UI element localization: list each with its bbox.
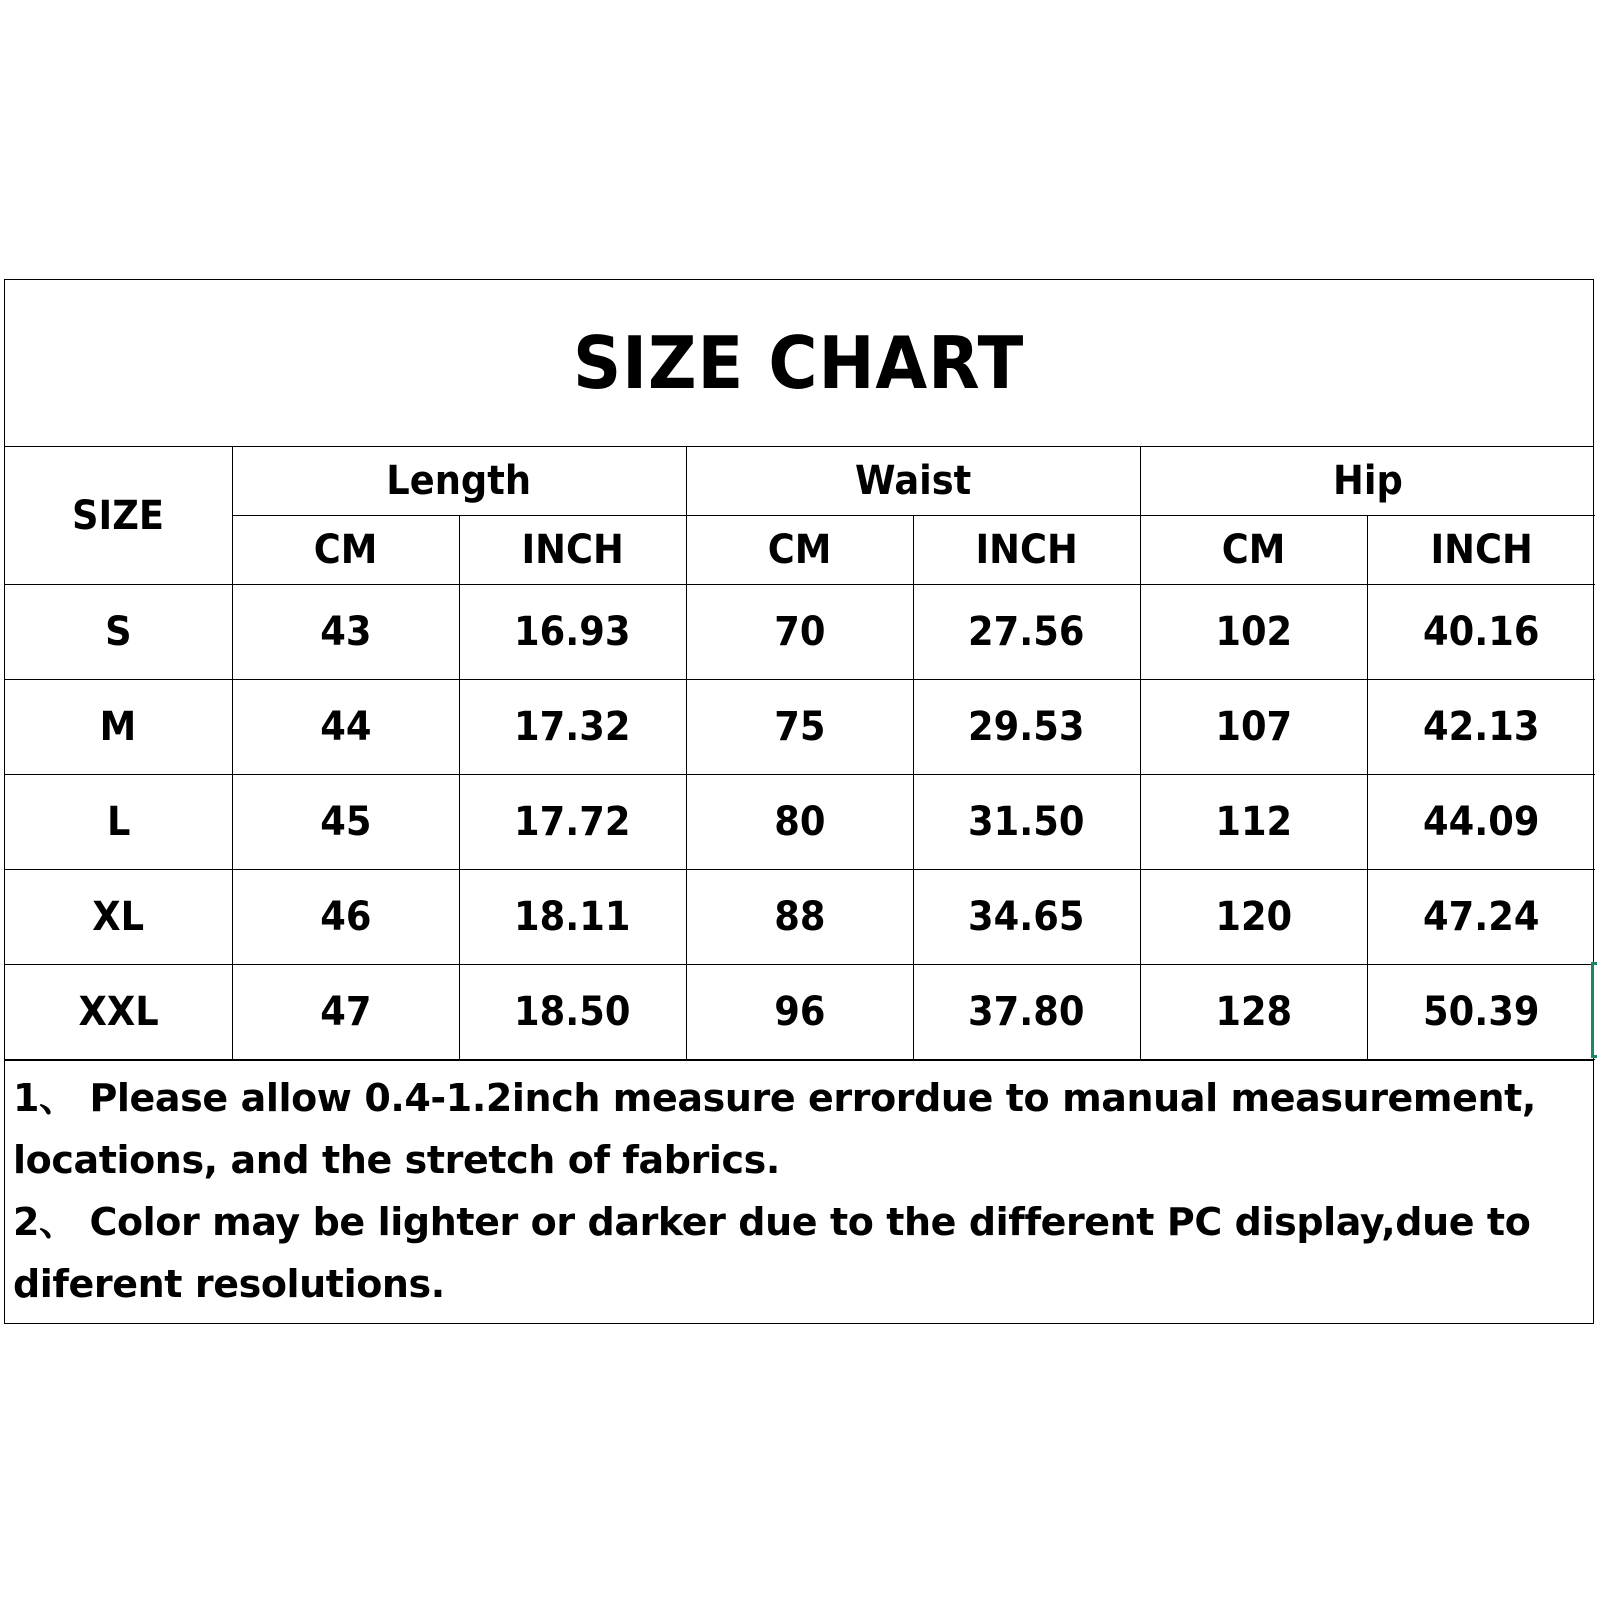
value-cell: 44.09 bbox=[1367, 775, 1595, 870]
note-item: 2、 Color may be lighter or darker due to the different PC display,due to diferent resolutions. bbox=[13, 1200, 1531, 1306]
group-header-length: Length bbox=[232, 447, 686, 516]
value-cell: 128 bbox=[1140, 965, 1367, 1060]
value-cell: 44 bbox=[232, 680, 459, 775]
value-cell: 112 bbox=[1140, 775, 1367, 870]
value-cell: 18.11 bbox=[459, 870, 686, 965]
value-cell: 40.16 bbox=[1367, 585, 1595, 680]
value-cell: 18.50 bbox=[459, 965, 686, 1060]
value-cell: 42.13 bbox=[1367, 680, 1595, 775]
table-row bbox=[5, 585, 1595, 680]
value-cell: 34.65 bbox=[913, 870, 1140, 965]
value-cell: 47 bbox=[232, 965, 459, 1060]
unit-header-cell: CM bbox=[232, 516, 459, 585]
value-cell: 80 bbox=[686, 775, 913, 870]
group-header-row bbox=[5, 447, 1595, 516]
value-cell: 45 bbox=[232, 775, 459, 870]
size-column-header: SIZE bbox=[5, 447, 232, 585]
size-label-cell: XL bbox=[5, 870, 232, 965]
notes-section bbox=[5, 1060, 1593, 1323]
value-cell: 31.50 bbox=[913, 775, 1140, 870]
value-cell: 27.56 bbox=[913, 585, 1140, 680]
table-row bbox=[5, 965, 1595, 1060]
value-cell: 17.32 bbox=[459, 680, 686, 775]
unit-header-cell: INCH bbox=[459, 516, 686, 585]
size-label-cell: M bbox=[5, 680, 232, 775]
value-cell: 96 bbox=[686, 965, 913, 1060]
size-table bbox=[5, 447, 1595, 1060]
value-cell: 107 bbox=[1140, 680, 1367, 775]
value-cell: 16.93 bbox=[459, 585, 686, 680]
table-row bbox=[5, 870, 1595, 965]
value-cell: 120 bbox=[1140, 870, 1367, 965]
selection-bracket-mark bbox=[1591, 962, 1597, 1058]
title-row bbox=[5, 280, 1593, 447]
unit-header-row bbox=[5, 516, 1595, 585]
value-cell: 29.53 bbox=[913, 680, 1140, 775]
size-chart-sheet bbox=[4, 279, 1594, 1324]
value-cell: 102 bbox=[1140, 585, 1367, 680]
value-cell: 17.72 bbox=[459, 775, 686, 870]
unit-header-cell: CM bbox=[1140, 516, 1367, 585]
size-label-cell: XXL bbox=[5, 965, 232, 1060]
unit-header-cell: INCH bbox=[913, 516, 1140, 585]
value-cell: 75 bbox=[686, 680, 913, 775]
size-label-cell: S bbox=[5, 585, 232, 680]
unit-header-cell: CM bbox=[686, 516, 913, 585]
table-row bbox=[5, 775, 1595, 870]
group-header-hip: Hip bbox=[1140, 447, 1595, 516]
table-row bbox=[5, 680, 1595, 775]
value-cell: 88 bbox=[686, 870, 913, 965]
value-cell: 70 bbox=[686, 585, 913, 680]
value-cell: 47.24 bbox=[1367, 870, 1595, 965]
value-cell: 50.39 bbox=[1367, 965, 1595, 1060]
value-cell: 46 bbox=[232, 870, 459, 965]
size-label-cell: L bbox=[5, 775, 232, 870]
unit-header-cell: INCH bbox=[1367, 516, 1595, 585]
value-cell: 43 bbox=[232, 585, 459, 680]
group-header-waist: Waist bbox=[686, 447, 1140, 516]
note-item: 1、 Please allow 0.4-1.2inch measure errordue to manual measurement, locations, and the stretch of fabrics. bbox=[13, 1076, 1536, 1182]
page-title: SIZE CHART bbox=[573, 321, 1025, 405]
value-cell: 37.80 bbox=[913, 965, 1140, 1060]
